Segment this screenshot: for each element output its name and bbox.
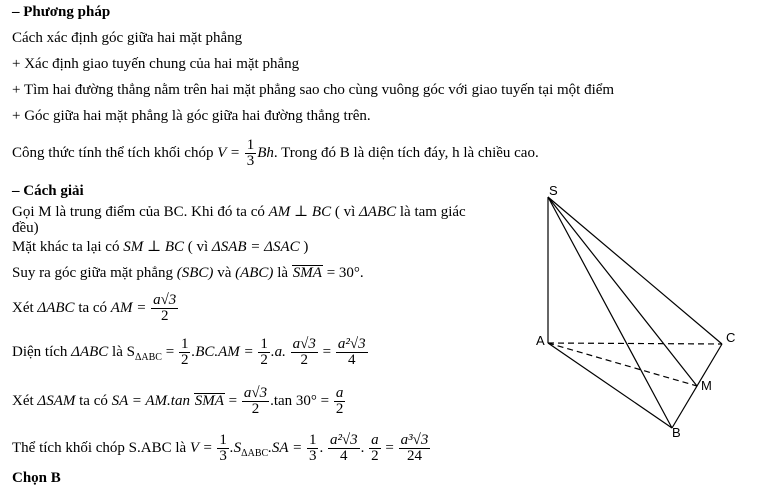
label-s: S [549,183,558,198]
answer: Chọn B [12,470,61,486]
label-c: C [726,330,736,345]
method-line-1: Cách xác định góc giữa hai mặt phẳng [12,30,243,46]
fraction-one-third: $\frac{1}{3}$ [246,137,255,169]
solution-line-5: Diện tích ΔABC là $S_{\Delta ABC}$ = $\frac{1}{2}$ .BC.AM = $\frac{1}{2}$ .a. $\frac{a√3}{2}$ = $\frac{\text{a²√3}}{4}$ [12,336,366,368]
formula-line: Công thức tính thể tích khối chóp V = $\frac{1}{3}$ Bh. Trong đó B là diện tích đáy, h là chiều cao. [12,137,539,169]
edge-ab [548,343,672,428]
fraction-am: $\frac{a√3}{2}$ [153,292,177,324]
method-line-2: + Xác định giao tuyến chung của hai mặt phẳng [12,56,300,72]
edge-sb [548,197,672,428]
method-line-3: + Tìm hai đường thẳng nằm trên hai mặt phẳng sao cho cùng vuông góc với giao tuyến tại một điểm [12,82,615,98]
method-line-4: + Góc giữa hai mặt phẳng là góc giữa hai đường thẳng trên. [12,108,371,124]
label-a: A [536,333,545,348]
solution-line-7: Thể tích khối chóp S.ABC là V = $\frac{1}{3}$ $.S_{\Delta ABC}.SA$ = $\frac{1}{3}$ . $\frac{\text{a²√3}}{4}$ . $\frac{a}{2}$ = $\frac{\text{a³√3}}{24}$ [12,432,429,464]
heading-solution: – Cách giải [12,183,84,199]
heading-method: – Phương pháp [12,4,111,20]
solution-line-1-cont: đều) [12,220,39,236]
label-b: B [672,425,681,440]
edge-sc [548,197,722,344]
solution-line-6: Xét ΔSAM ta có SA = AM.tan SMA = $\frac{a√3}{2}$ .tan 30° = $\frac{a}{2}$ [12,385,344,417]
edge-ac-hidden [548,343,722,344]
edge-am-hidden [548,343,697,386]
solution-line-2: Mặt khác ta lại có SM ⊥ BC ( vì ΔSAB = ΔSAC ) [12,239,309,255]
solution-line-4: Xét ΔABC ta có AM = $\frac{a√3}{2}$ [12,292,177,324]
solution-line-3: Suy ra góc giữa mặt phẳng (SBC) và (ABC) là SMA = 30°. [12,265,364,281]
solution-line-1: Gọi M là trung điểm của BC. Khi đó ta có AM ⊥ BC ( vì ΔABC là tam giác [12,204,466,220]
angle-smA: SMA [292,265,322,281]
label-m: M [701,378,712,393]
